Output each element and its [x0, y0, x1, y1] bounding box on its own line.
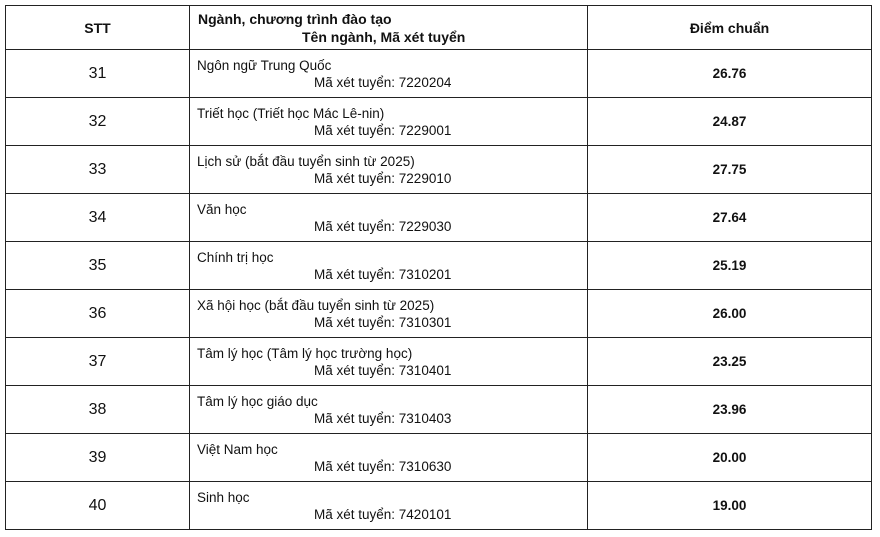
row-program — [190, 482, 588, 530]
header-program-line2: Tên ngành, Mã xét tuyển — [302, 28, 466, 45]
program-code: Mã xét tuyển: 7229001 — [314, 122, 452, 138]
header-stt: STT — [6, 6, 190, 50]
row-score: 27.75 — [588, 146, 872, 194]
row-score: 27.64 — [588, 194, 872, 242]
row-program — [190, 98, 588, 146]
row-score: 23.96 — [588, 386, 872, 434]
row-program — [190, 290, 588, 338]
table-row — [6, 146, 872, 194]
table-row — [6, 194, 872, 242]
header-score: Điểm chuẩn — [588, 6, 872, 50]
row-program — [190, 194, 588, 242]
row-program — [190, 386, 588, 434]
row-stt: 38 — [6, 386, 190, 434]
program-name: Tâm lý học (Tâm lý học trường học) — [197, 345, 413, 361]
row-stt: 40 — [6, 482, 190, 530]
program-name: Xã hội học (bắt đầu tuyển sinh từ 2025) — [197, 297, 435, 313]
row-score: 23.25 — [588, 338, 872, 386]
program-name: Ngôn ngữ Trung Quốc — [197, 57, 332, 73]
program-name: Việt Nam học — [197, 441, 278, 457]
table-row — [6, 50, 872, 98]
row-score: 26.76 — [588, 50, 872, 98]
row-score: 25.19 — [588, 242, 872, 290]
table-row — [6, 434, 872, 482]
row-program — [190, 242, 588, 290]
row-stt: 33 — [6, 146, 190, 194]
program-name: Triết học (Triết học Mác Lê-nin) — [197, 105, 385, 121]
row-score: 20.00 — [588, 434, 872, 482]
row-stt: 31 — [6, 50, 190, 98]
header-program — [190, 6, 588, 50]
program-name: Văn học — [197, 201, 247, 217]
program-code: Mã xét tuyển: 7310401 — [314, 362, 452, 378]
row-stt: 39 — [6, 434, 190, 482]
program-code: Mã xét tuyển: 7310403 — [314, 410, 452, 426]
row-stt: 36 — [6, 290, 190, 338]
row-stt: 34 — [6, 194, 190, 242]
program-name: Tâm lý học giáo dục — [197, 393, 318, 409]
table-row — [6, 242, 872, 290]
program-code: Mã xét tuyển: 7310301 — [314, 314, 452, 330]
table-row — [6, 290, 872, 338]
header-program-line1: Ngành, chương trình đào tạo — [198, 10, 392, 27]
table-row — [6, 338, 872, 386]
row-stt: 32 — [6, 98, 190, 146]
program-name: Lịch sử (bắt đầu tuyển sinh từ 2025) — [197, 153, 415, 169]
program-code: Mã xét tuyển: 7229030 — [314, 218, 452, 234]
row-score: 24.87 — [588, 98, 872, 146]
program-name: Sinh học — [197, 489, 250, 505]
program-code: Mã xét tuyển: 7310201 — [314, 266, 452, 282]
row-stt: 35 — [6, 242, 190, 290]
table-row — [6, 98, 872, 146]
row-score: 26.00 — [588, 290, 872, 338]
table-header-row — [6, 6, 872, 50]
row-program — [190, 50, 588, 98]
row-program — [190, 146, 588, 194]
program-code: Mã xét tuyển: 7420101 — [314, 506, 452, 522]
table-row — [6, 386, 872, 434]
program-code: Mã xét tuyển: 7310630 — [314, 458, 452, 474]
program-code: Mã xét tuyển: 7229010 — [314, 170, 452, 186]
row-program — [190, 434, 588, 482]
row-score: 19.00 — [588, 482, 872, 530]
program-code: Mã xét tuyển: 7220204 — [314, 74, 452, 90]
admission-score-table — [5, 5, 872, 530]
program-name: Chính trị học — [197, 249, 274, 265]
row-stt: 37 — [6, 338, 190, 386]
row-program — [190, 338, 588, 386]
table-row — [6, 482, 872, 530]
